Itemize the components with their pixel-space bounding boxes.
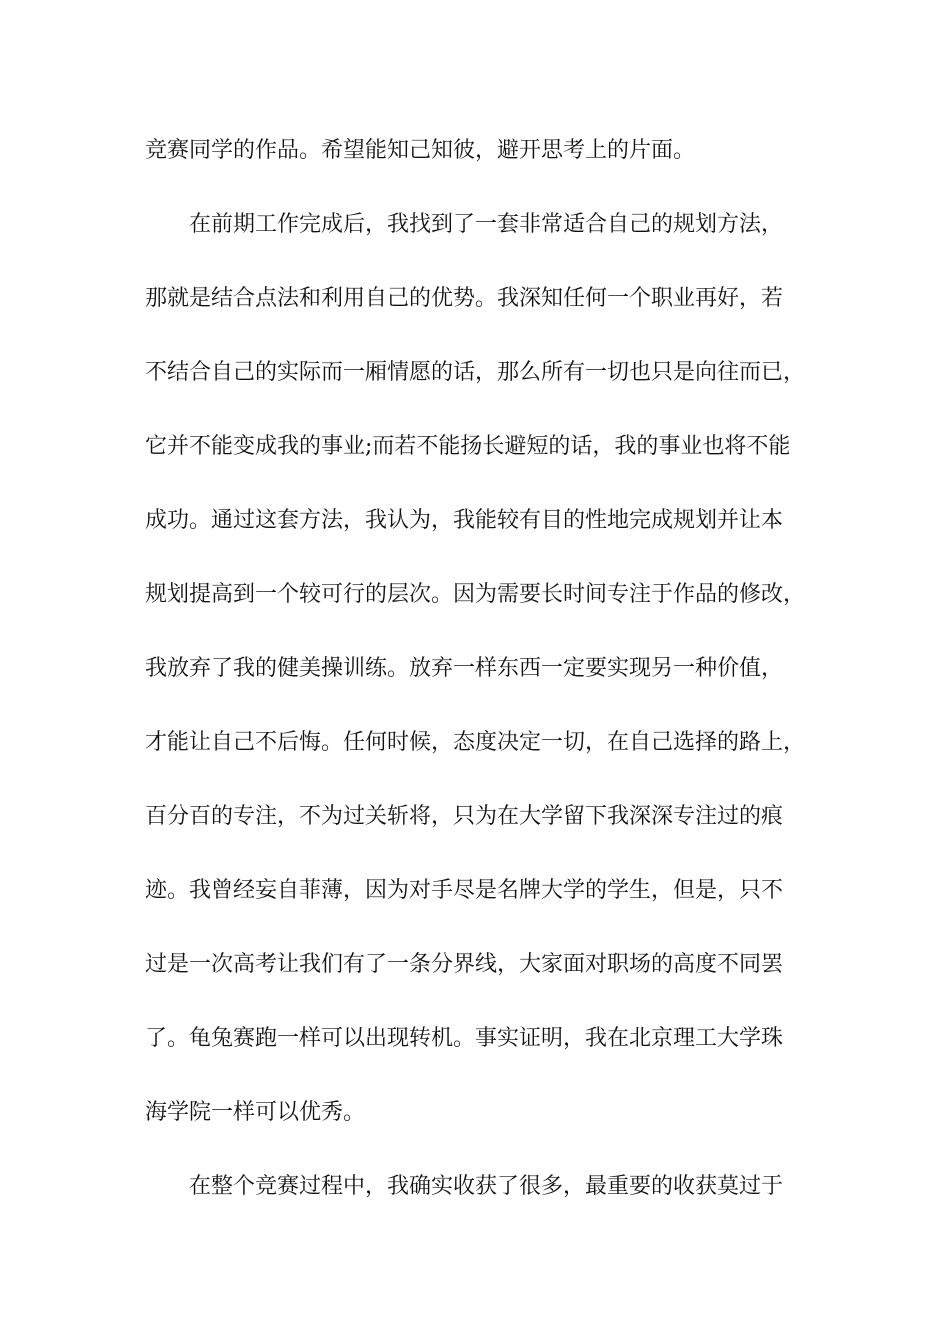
text-line: 我放弃了我的健美操训练。放弃一样东西一定要实现另一种价值， <box>145 656 784 681</box>
text-line: 过是一次高考让我们有了一条分界线，大家面对职场的高度不同罢 <box>145 952 784 977</box>
paragraph-start-line: 在前期工作完成后，我找到了一套非常适合自己的规划方法， <box>189 212 784 237</box>
text-line: 才能让自己不后悔。任何时候，态度决定一切，在自己选择的路上， <box>145 730 806 755</box>
paragraph-start-line: 在整个竞赛过程中，我确实收获了很多，最重要的收获莫过于 <box>189 1174 784 1199</box>
text-line: 它并不能变成我的事业;而若不能扬长避短的话，我的事业也将不能 <box>145 434 791 459</box>
text-line: 规划提高到一个较可行的层次。因为需要长时间专注于作品的修改， <box>145 582 806 607</box>
text-line: 不结合自己的实际而一厢情愿的话，那么所有一切也只是向往而已， <box>145 360 806 385</box>
body-text <box>145 125 835 1235</box>
text-line: 竞赛同学的作品。希望能知己知彼，避开思考上的片面。 <box>145 138 696 163</box>
text-line: 成功。通过这套方法，我认为，我能较有目的性地完成规划并让本 <box>145 508 784 533</box>
text-line: 迹。我曾经妄自菲薄，因为对手尽是名牌大学的学生，但是，只不 <box>145 878 784 903</box>
text-line: 了。龟兔赛跑一样可以出现转机。事实证明，我在北京理工大学珠 <box>145 1026 784 1051</box>
text-line: 那就是结合点法和利用自己的优势。我深知任何一个职业再好，若 <box>145 286 784 311</box>
text-line: 百分百的专注，不为过关斩将，只为在大学留下我深深专注过的痕 <box>145 804 784 829</box>
text-line: 海学院一样可以优秀。 <box>145 1100 366 1125</box>
